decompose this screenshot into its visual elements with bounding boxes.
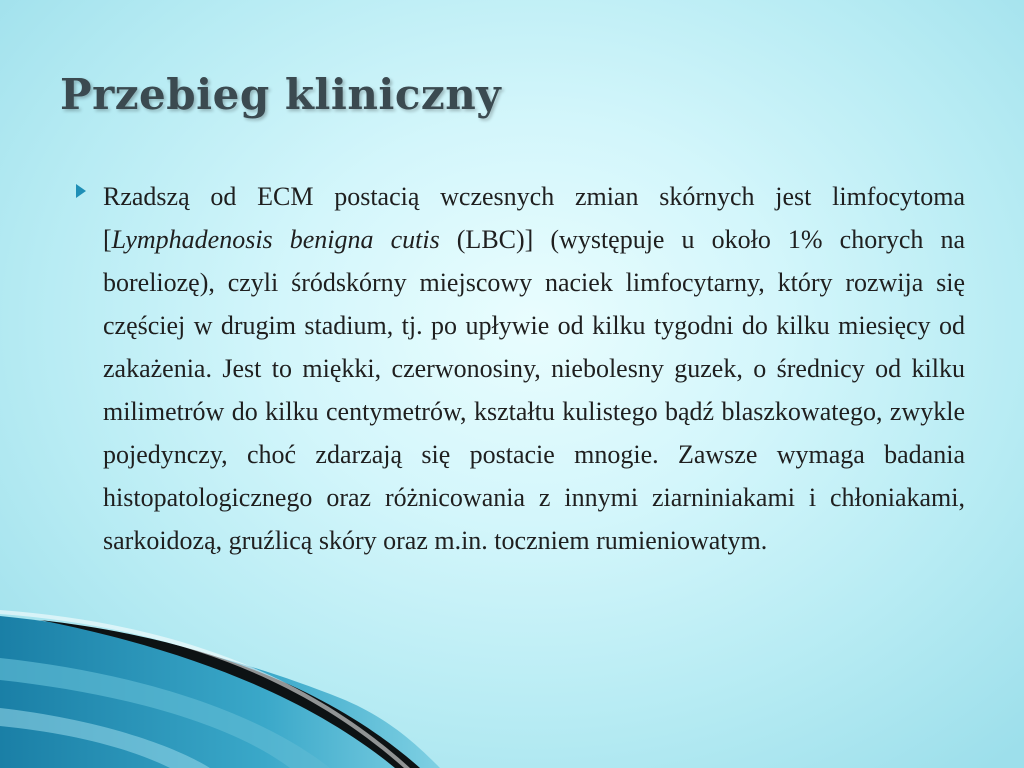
bullet-text-part: Rzadszą od ECM postacią wczesnych zmian skórnych jest limfocytoma [ <box>103 182 965 254</box>
corner-swoosh-decoration <box>0 598 1024 768</box>
bullet-item <box>70 175 970 562</box>
bullet-text-part: (LBC)] (występuje u około 1% chorych na boreliozę), czyli śródskórny miejscowy naciek limfocytarny, który rozwija się częściej w drugim stadium, tj. po upływie od kilku tygodni do kilku miesięcy od zakażenia. Jest to miękki, czerwonosiny, niebolesny guzek, o średnicy od kilku milimetrów do kilku centymetrów, kształtu kulistego bądź blaszkowatego, zwykle pojedynczy, choć zdarzają się postacie mnogie. Zawsze wymaga badania histopatologicznego oraz różnicowania z innymi ziarniniakami i chłoniakami, sarkoidozą, gruźlicą skóry oraz m.in. toczniem rumieniowatym. <box>103 225 966 555</box>
slide-title: Przebieg kliniczny <box>60 70 502 119</box>
slide-content <box>70 175 970 562</box>
bullet-text-italic: Lymphadenosis benigna cutis <box>111 225 440 254</box>
bullet-text <box>103 175 965 562</box>
triangle-bullet-icon <box>76 184 86 198</box>
